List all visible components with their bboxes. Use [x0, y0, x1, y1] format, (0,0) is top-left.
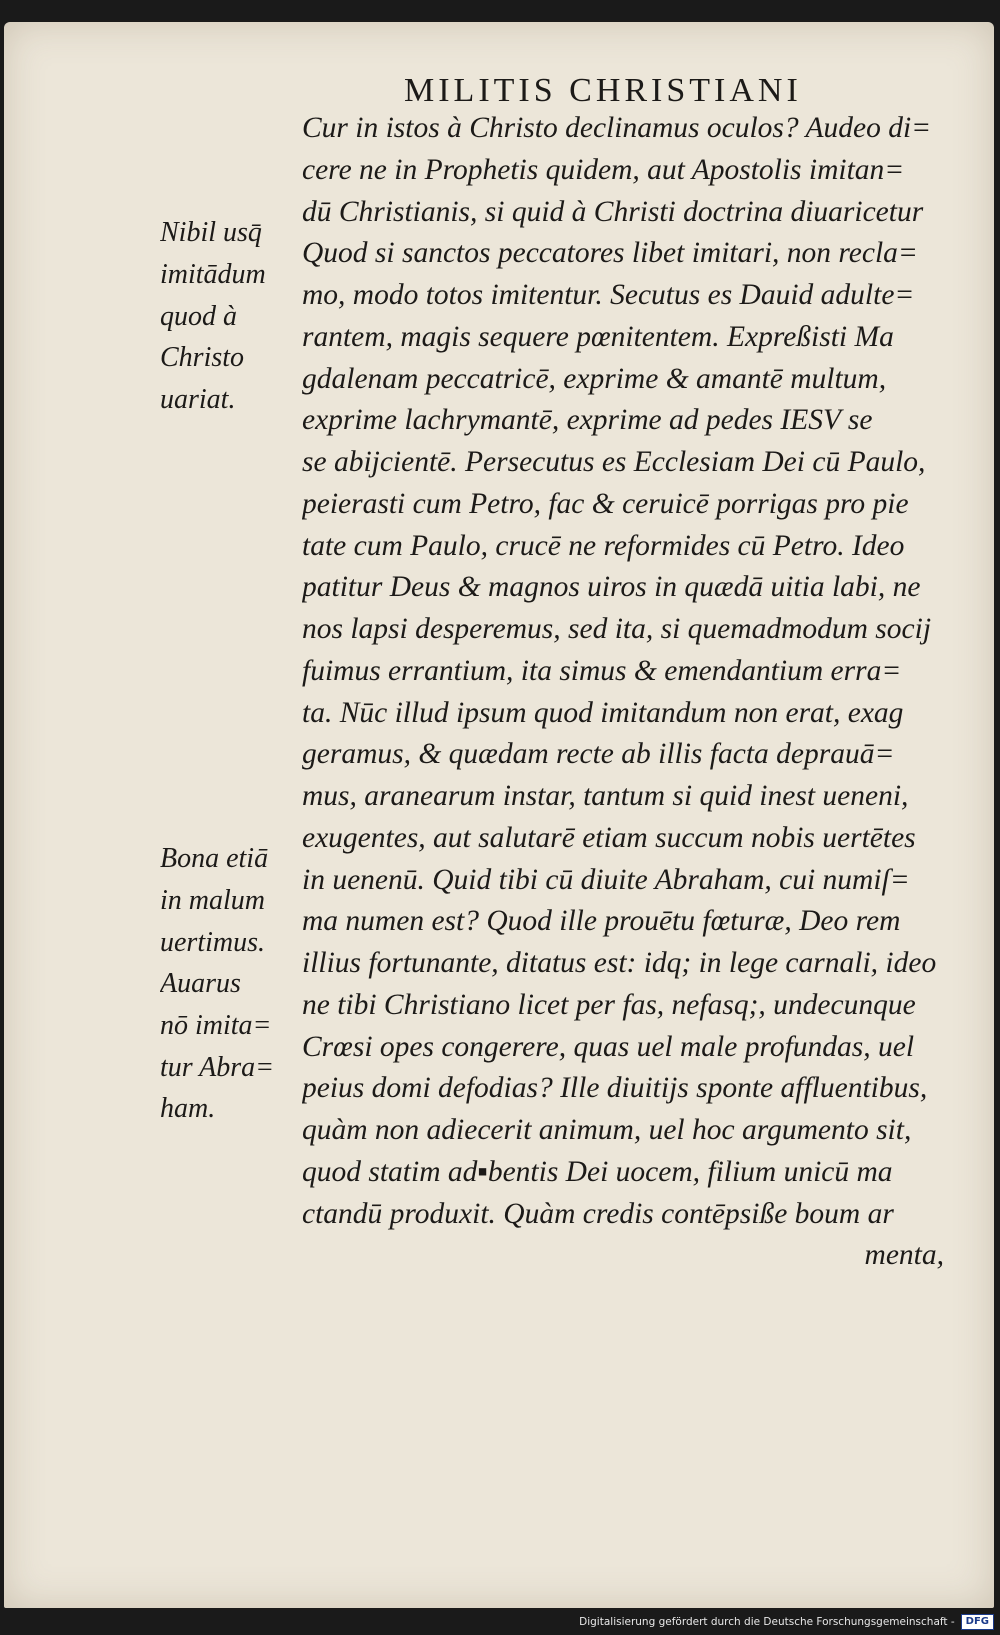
- text-line: ne tibi Christiano licet per fas, nefasq;, undecunque: [302, 988, 916, 1021]
- text-line: peius domi defodias? Ille diuitijs sponte affluentibus,: [302, 1072, 928, 1105]
- text-line: quod statim ad▪bentis Dei uocem, filium unicū ma: [302, 1155, 893, 1188]
- text-line: exprime lachrymantē, exprime ad pedes IESV se: [302, 404, 873, 437]
- text-line: se abijcientē. Persecutus es Ecclesiam Dei cū Paulo,: [302, 446, 926, 478]
- text-line: peierasti cum Petro, fac & ceruicē porrigas pro pie: [302, 487, 909, 520]
- marginal-note-line: Bona etiā: [160, 843, 269, 874]
- marginal-note-line: ham.: [160, 1093, 216, 1125]
- text-line: ctandū produxit. Quàm credis contēpsiße boum ar: [302, 1197, 894, 1230]
- text-line: geramus, & quædam recte ab illis facta deprauā=: [302, 738, 895, 771]
- marginal-note-line: nō imita=: [160, 1009, 272, 1041]
- text-line: fuimus errantium, ita simus & emendantium erra=: [302, 654, 902, 687]
- running-head: MILITIS CHRISTIANI: [404, 72, 802, 109]
- footer-credit: Digitalisierung gefördert durch die Deutsche Forschungsgemeinschaft -: [579, 1616, 955, 1628]
- marginal-note-line: imitādum: [160, 258, 266, 290]
- text-line: illius fortunante, ditatus est: idq; in lege carnali, ideo: [302, 947, 937, 979]
- text-line: mus, aranearum instar, tantum si quid inest ueneni,: [302, 780, 909, 812]
- marginal-note-line: Christo: [160, 342, 245, 374]
- text-line: rantem, magis sequere pœnitentem. Expreßisti Ma: [302, 320, 894, 353]
- text-line: patitur Deus & magnos uiros in quædā uitia labi, ne: [302, 571, 921, 604]
- marginal-note-line: uertimus.: [160, 926, 265, 958]
- text-line: exugentes, aut salutarē etiam succum nobis uertētes: [302, 821, 916, 854]
- text-line: Cur in istos à Christo declinamus oculos? Audeo di=: [302, 112, 932, 144]
- text-line: cere ne in Prophetis quidem, aut Apostolis imitan=: [302, 153, 905, 186]
- marginal-note: [160, 963, 305, 1130]
- text-line: quàm non adiecerit animum, uel hoc argumento sit,: [302, 1114, 912, 1146]
- text-line: gdalenam peccatricē, exprime & amantē multum,: [302, 362, 887, 395]
- catchword: menta,: [864, 1239, 944, 1272]
- digitization-footer: [579, 1611, 994, 1633]
- text-line: dū Christianis, si quid à Christi doctrina diuaricetur: [302, 195, 924, 228]
- marginal-note-line: uariat.: [160, 384, 236, 415]
- text-line: Crœsi opes congerere, quas uel male profundas, uel: [302, 1030, 915, 1063]
- text-line: nos lapsi desperemus, sed ita, si quemadmodum socij: [302, 613, 932, 645]
- marginal-note: [160, 838, 305, 963]
- main-text-block: [302, 108, 962, 1277]
- marginal-note: [160, 212, 305, 421]
- marginal-note-line: Nibil usq̄: [160, 217, 262, 248]
- text-line: in uenenū. Quid tibi cū diuite Abraham, cui numiſ=: [302, 863, 910, 896]
- text-line: Quod si sanctos peccatores libet imitari, non recla=: [302, 237, 918, 270]
- dfg-logo: DFG: [961, 1614, 994, 1630]
- text-line: ma numen est? Quod ille prouētu fœturæ, Deo rem: [302, 905, 901, 938]
- text-line: ta. Nūc illud ipsum quod imitandum non erat, exag: [302, 696, 904, 729]
- marginal-note-line: tur Abra=: [160, 1051, 275, 1083]
- text-line: tate cum Paulo, crucē ne reformides cū Petro. Ideo: [302, 529, 905, 562]
- text-line: mo, modo totos imitentur. Secutus es Dauid adulte=: [302, 279, 915, 311]
- marginal-note-line: Auarus: [160, 968, 241, 999]
- marginal-note-line: quod à: [160, 300, 237, 332]
- marginal-note-line: in malum: [160, 884, 265, 916]
